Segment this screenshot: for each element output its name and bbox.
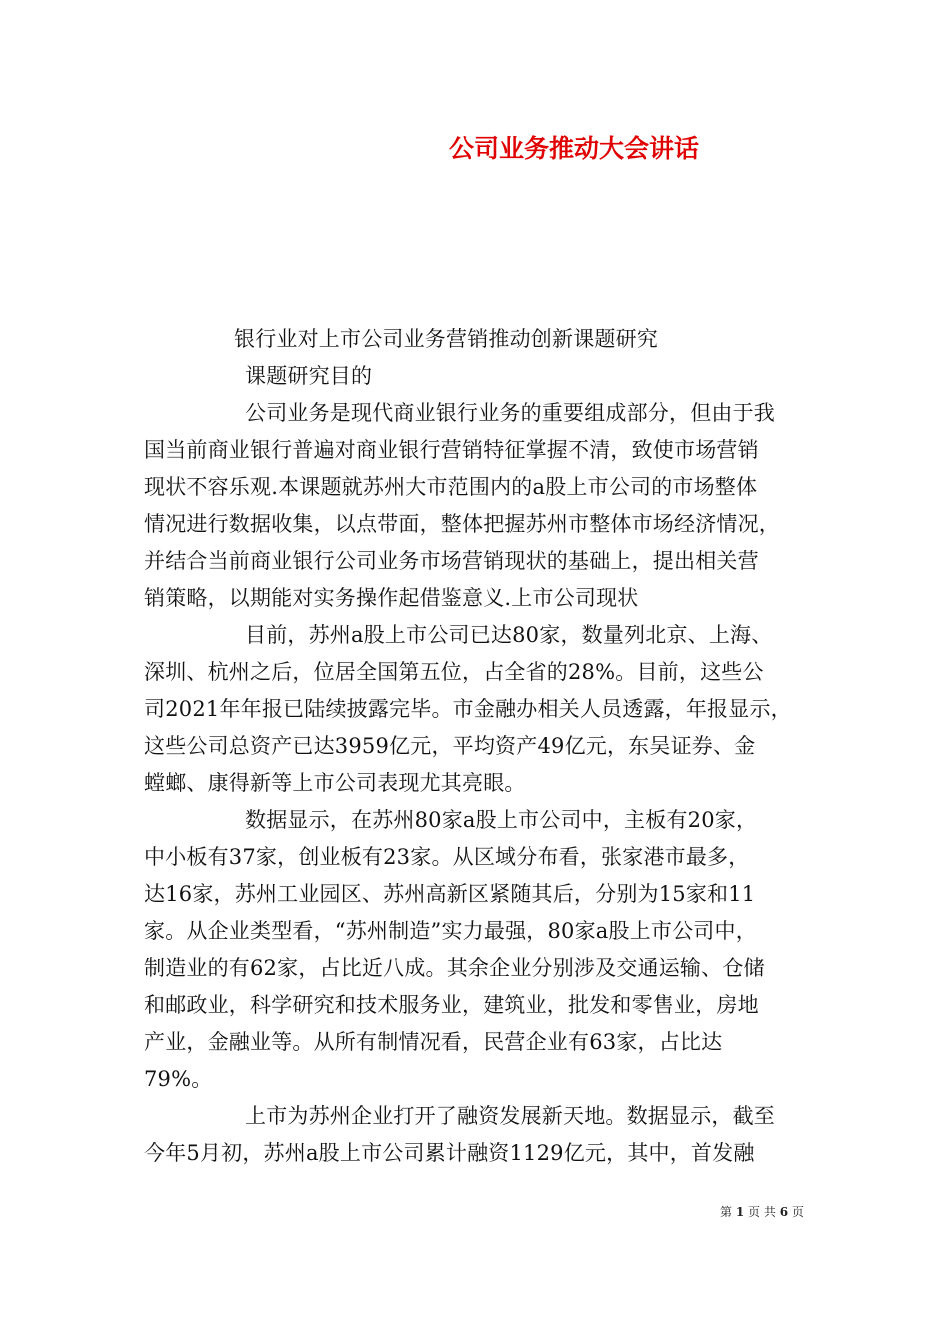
paragraph-line: 今年5月初，苏州a股上市公司累计融资1129亿元，其中，首发融 [144,1141,755,1165]
paragraph-line: 司2021年年报已陆续披露完毕。市金融办相关人员透露，年报显示， [144,697,792,721]
paragraph-line: 制造业的有62家，占比近八成。其余企业分别涉及交通运输、仓储 [144,956,765,980]
paragraph-line: 并结合当前商业银行公司业务市场营销现状的基础上，提出相关营 [144,549,759,573]
paragraph-line: 深圳、杭州之后，位居全国第五位，占全省的28%。目前，这些公 [144,660,764,684]
footer-middle: 页 共 [748,1205,776,1219]
subtitle: 银行业对上市公司业务营销推动创新课题研究 [234,327,658,351]
paragraph-line: 达16家，苏州工业园区、苏州高新区紧随其后，分别为15家和11 [144,882,756,906]
paragraph-line: 中小板有37家，创业板有23家。从区域分布看，张家港市最多， [144,845,750,869]
paragraph-line: 这些公司总资产已达3959亿元，平均资产49亿元，东吴证券、金 [144,734,756,758]
paragraph-line: 目前，苏州a股上市公司已达80家，数量列北京、上海、 [245,623,773,647]
paragraph-line: 国当前商业银行普遍对商业银行营销特征掌握不清，致使市场营销 [144,438,759,462]
paragraph-line: 现状不容乐观.本课题就苏州大市范围内的a股上市公司的市场整体 [144,475,758,499]
paragraph-line: 上市为苏州企业打开了融资发展新天地。数据显示，截至 [245,1104,775,1128]
footer-suffix: 页 [791,1205,804,1219]
document-title: 公司业务推动大会讲话 [449,134,700,163]
paragraph-line: 公司业务是现代商业银行业务的重要组成部分，但由于我 [245,401,775,425]
footer-prefix: 第 [720,1205,733,1219]
paragraph-line: 数据显示，在苏州80家a股上市公司中，主板有20家， [245,808,758,832]
section-heading: 课题研究目的 [245,364,373,388]
paragraph-line: 家。从企业类型看，“苏州制造”实力最强，80家a股上市公司中， [144,919,757,943]
footer-total-pages: 6 [779,1205,789,1219]
paragraph-line: 79%。 [144,1067,213,1091]
page-footer [720,1204,804,1220]
paragraph-line: 情况进行数据收集，以点带面，整体把握苏州市整体市场经济情况， [144,512,780,536]
paragraph-line: 和邮政业，科学研究和技术服务业，建筑业，批发和零售业，房地 [144,993,759,1017]
paragraph-line: 销策略，以期能对实务操作起借鉴意义.上市公司现状 [144,586,639,610]
paragraph-line: 产业，金融业等。从所有制情况看，民营企业有63家，占比达 [144,1030,723,1054]
footer-current-page: 1 [735,1205,745,1219]
paragraph-line: 螳螂、康得新等上市公司表现尤其亮眼。 [144,771,526,795]
